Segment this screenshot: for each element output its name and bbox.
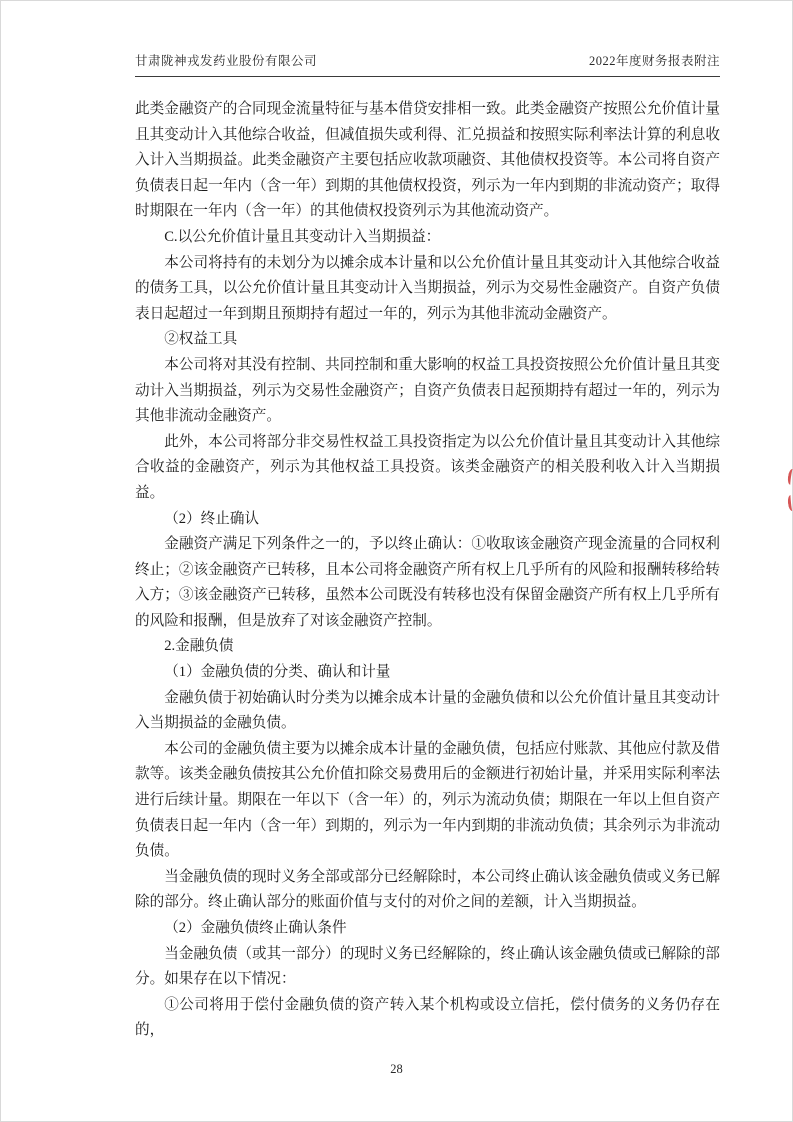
paragraph: （2）终止确认	[164, 510, 260, 527]
paragraph: 此类金融资产的合同现金流量特征与基本借贷安排相一致。此类金融资产按照公允价值计量且其变动计入其他综合收益，但减值损失或利得、汇兑损益和按照实际利率法计算的利息收入计入当期损益。此类金融资产主要包括应收款项融资、其他债权投资等。本公司将自资产负债表日起一年内（含一年）到期的其他债权投资，列示为一年内到期的非流动资产；取得时期限在一年内（含一年）的其他债权投资列示为其他流动资产。	[135, 101, 720, 220]
paragraph: 2.金融负债	[164, 638, 234, 655]
paragraph: 本公司的金融负债主要为以摊余成本计量的金融负债，包括应付账款、其他应付款及借款等。该类金融负债按其公允价值扣除交易费用后的金额进行初始计量，并采用实际利率法进行后续计量。期限在一年以下（含一年）的，列示为流动负债；期限在一年以上但自资产负债表日起一年内（含一年）到期的，列示为一年内到期的非流动负债；其余列示为非流动负债。	[135, 740, 720, 860]
seal-stroke	[787, 469, 793, 486]
paragraph: ①公司将用于偿付金融负债的资产转入某个机构或设立信托，偿付债务的义务仍存在的，	[135, 996, 720, 1039]
paragraph: 本公司将对其没有控制、共同控制和重大影响的权益工具投资按照公允价值计量且其变动计入当期损益，列示为交易性金融资产；自资产负债表日起预期持有超过一年的，列示为其他非流动金融资产。	[135, 356, 720, 425]
page-footer	[1, 1062, 792, 1077]
page-number: 28	[390, 1062, 403, 1076]
paragraph: ②权益工具	[164, 331, 238, 348]
paragraph: 金融资产满足下列条件之一的，予以终止确认：①收取该金融资产现金流量的合同权利终止；②该金融资产已转移，且本公司将金融资产所有权上几乎所有的风险和报酬转移给转入方；③该金融资产已转移，虽然本公司既没有转移也没有保留金融资产所有权上几乎所有的风险和报酬，但是放弃了对该金融资产控制。	[135, 536, 720, 629]
paragraph: （1）金融负债的分类、确认和计量	[164, 664, 391, 681]
paragraph: C.以公允价值计量且其变动计入当期损益：	[164, 228, 441, 245]
paragraph: 当金融负债的现时义务全部或部分已经解除时，本公司终止确认该金融负债或义务已解除的部分。终止确认部分的账面价值与支付的对价之间的差额，计入当期损益。	[135, 868, 720, 911]
document-body	[135, 97, 720, 1044]
seal-fragment-icon	[786, 469, 793, 513]
paragraph: （2）金融负债终止确认条件	[164, 920, 347, 936]
header-company-name: 甘肃陇神戎发药业股份有限公司	[135, 54, 318, 68]
header-report-title: 2022年度财务报表附注	[588, 54, 720, 68]
paragraph: 此外，本公司将部分非交易性权益工具投资指定为以公允价值计量且其变动计入其他综合收益的金融资产，列示为其他权益工具投资。该类金融资产的相关股利收入计入当期损益。	[135, 433, 720, 501]
paragraph: 本公司将持有的未划分为以摊余成本计量和以公允价值计量且其变动计入其他综合收益的债务工具，以公允价值计量且其变动计入当期损益，列示为交易性金融资产。自资产负债表日起超过一年到期且预期持有超过一年的，列示为其他非流动金融资产。	[135, 254, 720, 322]
page-header	[135, 51, 720, 77]
paragraph: 当金融负债（或其一部分）的现时义务已经解除的，终止确认该金融负债或已解除的部分。如果存在以下情况：	[135, 945, 720, 988]
seal-stroke	[787, 495, 793, 512]
paragraph: 金融负债于初始确认时分类为以摊余成本计量的金融负债和以公允价值计量且其变动计入当期损益的金融负债。	[135, 689, 720, 732]
